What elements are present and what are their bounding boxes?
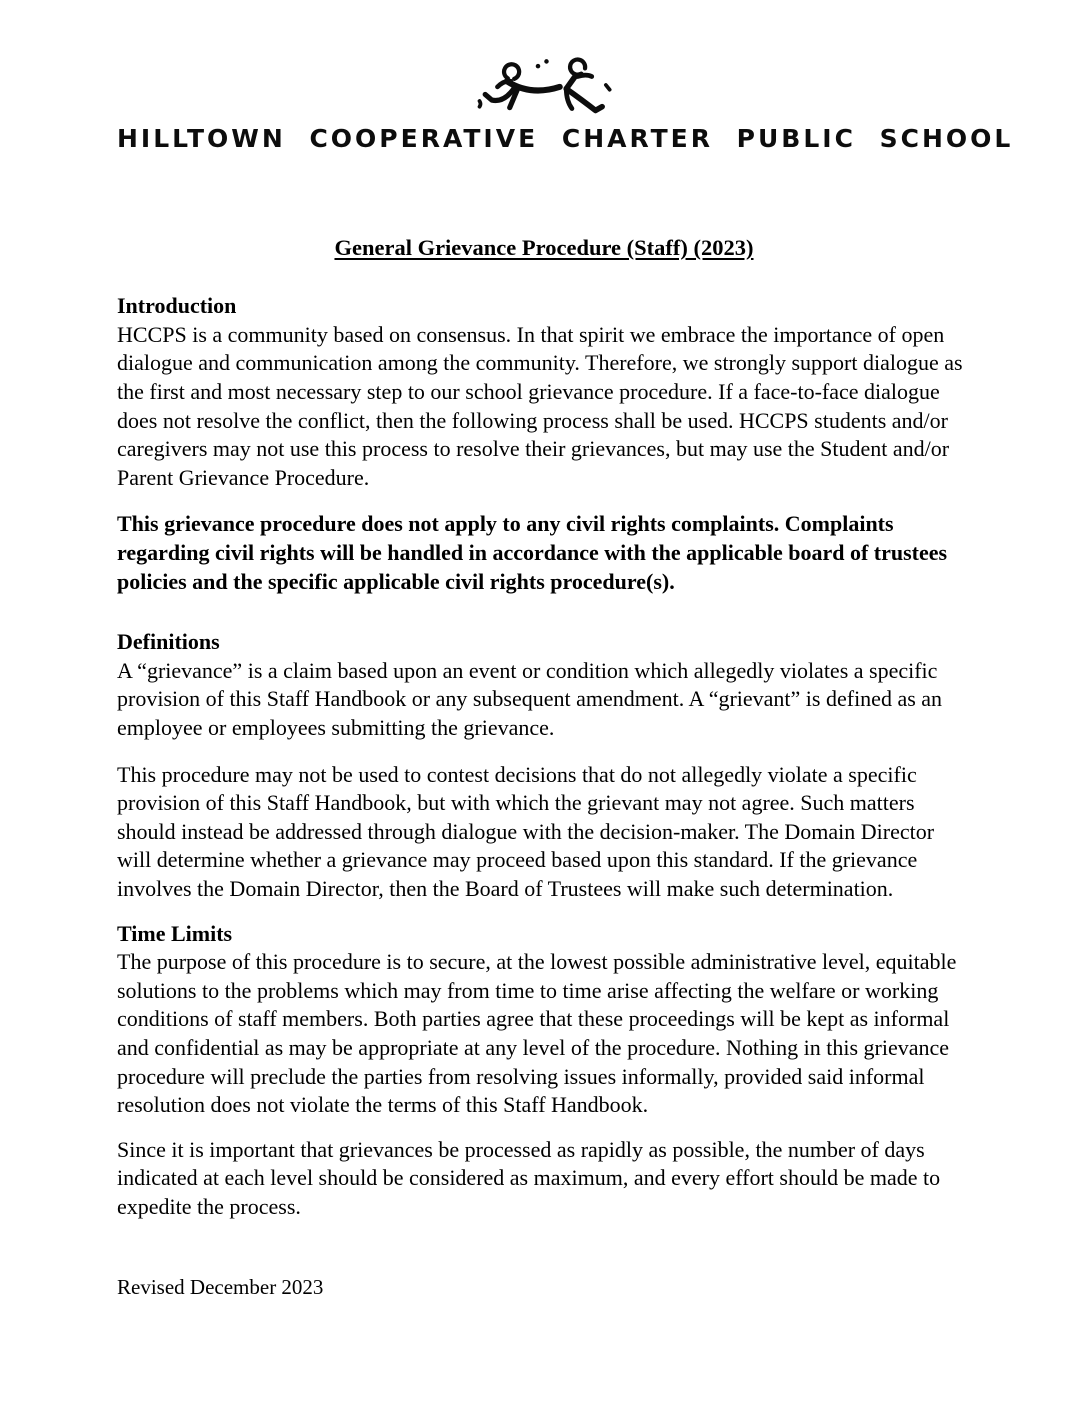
revision-date: Revised December 2023: [117, 1275, 324, 1299]
time-limits-paragraph-1: The purpose of this procedure is to secure, at the lowest possible administrative level, equitable solutions to the problems which may from time to time arise affecting the welfare or working conditions of staff members. Both parties agree that these proceedings will be kept as informal and confidential as may be appropriate at any level of the procedure. Nothing in this grievance procedure will preclude the parties from resolving issues informally, provided said informal resolution does not violate the terms of this Staff Handbook.: [117, 949, 957, 1118]
document-title: General Grievance Procedure (Staff) (2023): [334, 235, 754, 260]
introduction-paragraph: HCCPS is a community based on consensus. In that spirit we embrace the importance of open dialogue and communication among the community. Therefore, we strongly support dialogue as the first and most necessary step to our school grievance procedure. If a face-to-face dialogue does not resolve the conflict, then the following process shall be used. HCCPS students and/or caregivers may not use this process to resolve their grievances, but may use the Student and/or Parent Grievance Procedure.: [117, 321, 963, 490]
school-name: HILLTOWN COOPERATIVE CHARTER PUBLIC SCHOOL: [117, 124, 1014, 153]
document-footer: [117, 1275, 971, 1300]
definitions-paragraph-2: This procedure may not be used to contest decisions that do not allegedly violate a specific provision of this Staff Handbook, but with which the grievant may not agree. Such matters should instead be addressed through dialogue with the decision-maker. The Domain Director will determine whether a grievance may proceed based upon this standard. If the grievance involves the Domain Director, then the Board of Trustees will make such determination.: [117, 761, 935, 901]
time-limits-paragraph-2: Since it is important that grievances be processed as rapidly as possible, the number of days indicated at each level should be considered as maximum, and every effort should be made to expedite the process.: [117, 1136, 941, 1219]
civil-rights-notice: This grievance procedure does not apply to any civil rights complaints. Complaints regarding civil rights will be handled in accordance with the applicable board of trustees policies and the specific applicable civil rights procedure(s).: [117, 511, 948, 594]
dancing-children-icon: [472, 52, 615, 118]
definitions-paragraph-1: A “grievance” is a claim based upon an event or condition which allegedly violates a specific provision of this Staff Handbook or any subsequent amendment. A “grievant” is defined as an employee or employees submitting the grievance.: [117, 657, 943, 740]
section-introduction: [117, 292, 971, 492]
section-definitions: [117, 628, 971, 903]
school-header: [117, 52, 1014, 153]
introduction-heading: Introduction: [117, 293, 237, 319]
document-body: [117, 153, 971, 1221]
definitions-heading: Definitions: [117, 629, 220, 655]
time-limits-heading: Time Limits: [117, 920, 233, 946]
section-time-limits: [117, 920, 971, 1222]
